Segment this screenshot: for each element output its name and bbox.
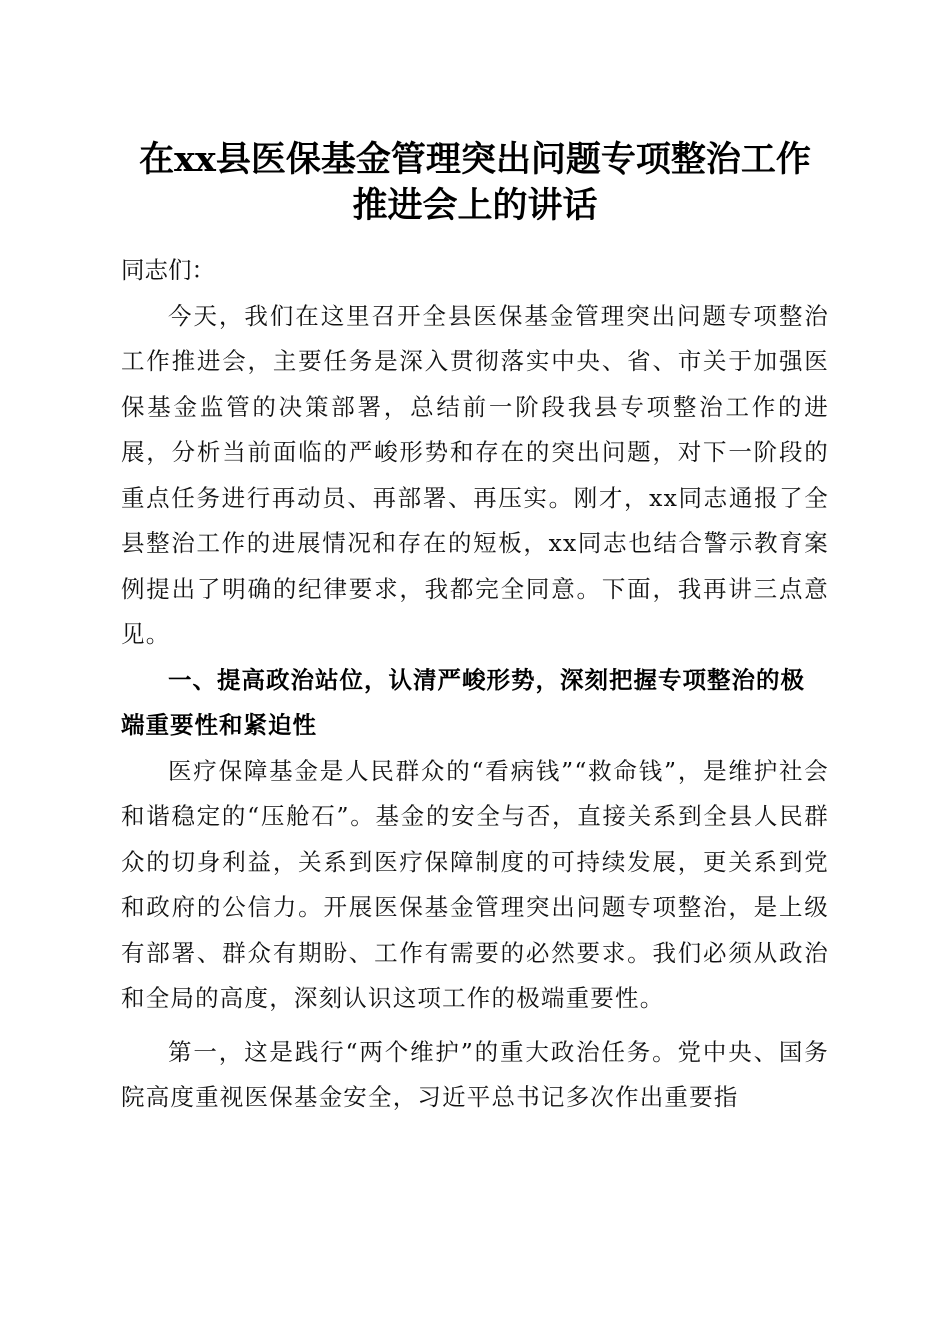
- section-1-heading: 一、提高政治站位，认清严峻形势，深刻把握专项整治的极端重要性和紧迫性: [121, 665, 805, 739]
- salutation: 同志们：: [121, 256, 215, 284]
- document-body: [121, 248, 829, 1121]
- document-title-line-2: 推进会上的讲话: [352, 185, 598, 226]
- section-1-paragraph: 医疗保障基金是人民群众的“看病钱”“救命钱”，是维护社会和谐稳定的“压舱石”。基金的安全与否，直接关系到全县人民群众的切身利益，关系到医疗保障制度的可持续发展，更关系到党和政府的公信力。开展医保基金管理突出问题专项整治，是上级有部署、群众有期盼、工作有需要的必然要求。我们必须从政治和全局的高度，深刻认识这项工作的极端重要性。: [121, 756, 829, 1012]
- document-title-line-1: 在xx县医保基金管理突出问题专项整治工作: [139, 139, 811, 180]
- intro-paragraph: 今天，我们在这里召开全县医保基金管理突出问题专项整治工作推进会，主要任务是深入贯彻落实中央、省、市关于加强医保基金监管的决策部署，总结前一阶段我县专项整治工作的进展，分析当前面临的严峻形势和存在的突出问题，对下一阶段的重点任务进行再动员、再部署、再压实。刚才，xx同志通报了全县整治工作的进展情况和存在的短板，xx同志也结合警示教育案例提出了明确的纪律要求，我都完全同意。下面，我再讲三点意见。: [121, 301, 829, 648]
- paragraph-gap: [121, 1022, 829, 1030]
- point-1-paragraph: 第一，这是践行“两个维护”的重大政治任务。党中央、国务院高度重视医保基金安全，习近平总书记多次作出重要指: [121, 1037, 829, 1111]
